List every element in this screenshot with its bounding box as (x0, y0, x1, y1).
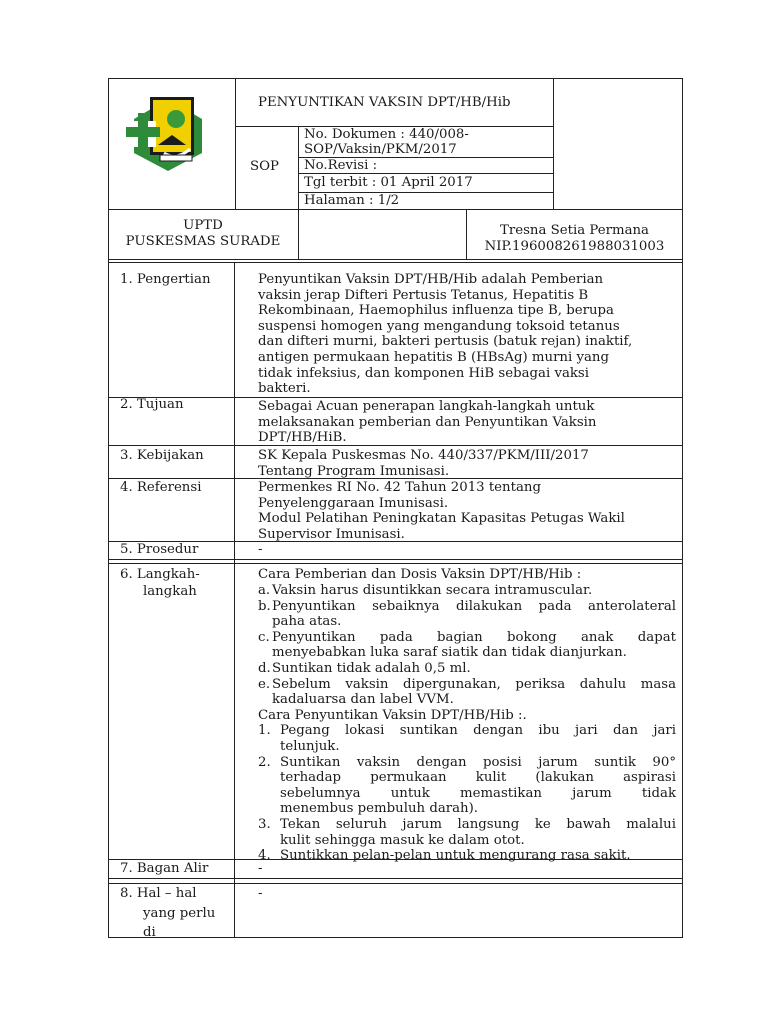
text-line: di (143, 925, 156, 941)
section-text-hal: - (258, 886, 263, 901)
section-text-pengertian (258, 272, 676, 397)
text-line: Penyuntikan Vaksin DPT/HB/Hib adalah Pemberian (258, 272, 604, 287)
document-title: PENYUNTIKAN VAKSIN DPT/HB/Hib (258, 95, 511, 110)
list-item (258, 583, 676, 599)
text-line: Suntikan tidak adalah 0,5 ml. (272, 660, 471, 676)
divider (108, 262, 683, 263)
text-line: Rekombinaan, Haemophilus influenza tipe B, berupa (258, 303, 614, 319)
list-marker: a. (258, 583, 271, 598)
divider (108, 878, 683, 879)
section-label-langkah: 6. Langkah- (120, 567, 200, 582)
section-label-prosedur: 5. Prosedur (120, 542, 199, 557)
section-label-tujuan: 2. Tujuan (120, 397, 184, 412)
procedure-intro: Cara Pemberian dan Dosis Vaksin DPT/HB/Hib : (258, 567, 582, 582)
text-line: menembus pembuluh darah). (280, 801, 479, 817)
text-line: Supervisor Imunisasi. (258, 526, 405, 542)
section-label-hal (120, 886, 232, 941)
text-line: paha atas. (272, 614, 342, 630)
divider (108, 563, 683, 564)
list-item (258, 723, 676, 754)
list-marker: e. (258, 676, 271, 692)
list-marker: c. (258, 629, 270, 645)
text-line: DPT/HB/HiB. (258, 430, 347, 446)
procedure-alpha-list (258, 583, 676, 864)
text-line: Modul Pelatihan Peningkatan Kapasitas Petugas Wakil (258, 511, 625, 527)
doc-number-line1: No. Dokumen : 440/008- (304, 127, 469, 142)
text-line: Penyuntikan pada bagian bokong anak dapat (272, 629, 676, 645)
list-marker: b. (258, 598, 271, 614)
doc-number-line2: SOP/Vaksin/PKM/2017 (304, 142, 457, 157)
list-marker: 4. (258, 848, 271, 864)
text-line: Penyuntikan sebaiknya dilakukan pada anterolateral (272, 598, 676, 614)
section-text-referensi (258, 480, 676, 542)
page-count: Halaman : 1/2 (304, 193, 400, 208)
section-label-bagan: 7. Bagan Alir (120, 861, 209, 876)
text-line: dan difteri murni, bakteri pertusis (batuk rejan) inaktif, (258, 334, 633, 350)
sop-label: SOP (250, 159, 279, 174)
list-item (258, 677, 676, 708)
section-text-tujuan (258, 399, 676, 446)
revision-number: No.Revisi : (304, 158, 378, 173)
text-line: Sebagai Acuan penerapan langkah-langkah untuk (258, 399, 595, 414)
text-line: Pegang lokasi suntikan dengan ibu jari dan jari (280, 723, 676, 739)
uptd-label: UPTD (183, 218, 223, 233)
text-line: 8. Hal – hal (120, 886, 197, 901)
section-label-referensi: 4. Referensi (120, 480, 202, 495)
text-line: melaksanakan pemberian dan Penyuntikan Vaksin (258, 414, 597, 430)
text-line: menyebabkan luka saraf siatik dan tidak dianjurkan. (272, 645, 627, 661)
text-line: antigen permukaan hepatitis B (HBsAg) murni yang (258, 349, 609, 365)
text-line: Vaksin harus disuntikkan secara intramuscular. (272, 583, 593, 598)
text-line: Tekan seluruh jarum langsung ke bawah malalui (280, 816, 676, 832)
divider (108, 883, 683, 884)
signer-nip: NIP.196008261988031003 (484, 239, 665, 254)
list-item (258, 599, 676, 630)
list-item (258, 755, 676, 817)
section-label-pengertian: 1. Pengertian (120, 272, 211, 287)
text-line: yang perlu (143, 905, 216, 921)
divider (108, 259, 683, 260)
issue-date: Tgl terbit : 01 April 2017 (304, 175, 473, 190)
text-line: kulit sehingga masuk ke dalam otot. (280, 832, 525, 848)
text-line: Penyelenggaraan Imunisasi. (258, 495, 449, 511)
text-line: suspensi homogen yang mengandung toksoid tetanus (258, 318, 620, 334)
list-marker: 1. (258, 723, 271, 739)
list-item (258, 817, 676, 848)
signer-name: Tresna Setia Permana (500, 223, 649, 238)
text-line: telunjuk. (280, 738, 340, 754)
divider (234, 262, 235, 938)
divider (235, 78, 236, 209)
list-marker: d. (258, 660, 271, 676)
text-line: kadaluarsa dan label VVM. (272, 692, 454, 708)
text-line: tidak infeksius, dan komponen HiB sebagai vaksi (258, 365, 590, 381)
text-line: SK Kepala Puskesmas No. 440/337/PKM/III/2017 (258, 448, 589, 463)
list-marker: 3. (258, 816, 271, 832)
list-marker: 2. (258, 754, 271, 770)
list-item (258, 630, 676, 661)
divider (108, 397, 683, 398)
procedure-intro-2: Cara Penyuntikan Vaksin DPT/HB/Hib :. (258, 707, 527, 723)
section-label-langkah-cont: langkah (143, 584, 197, 599)
text-line: Sebelum vaksin dipergunakan, periksa dahulu masa (272, 676, 676, 692)
puskesmas-name: PUSKESMAS SURADE (125, 234, 281, 249)
text-line: Permenkes RI No. 42 Tahun 2013 tentang (258, 480, 541, 495)
divider (553, 78, 554, 209)
text-line: terhadap permukaan kulit (lakukan aspirasi (280, 770, 676, 786)
text-line: Suntikkan pelan-pelan untuk mengurang rasa sakit. (280, 848, 631, 864)
divider (108, 559, 683, 560)
text-line: Suntikan vaksin dengan posisi jarum suntik 90° (280, 754, 676, 770)
section-label-kebijakan: 3. Kebijakan (120, 448, 204, 463)
puskesmas-logo (124, 95, 212, 173)
divider (108, 209, 683, 210)
text-line: sebelumnya untuk memastikan jarum tidak (280, 785, 676, 801)
section-text-bagan: - (258, 861, 263, 876)
text-line: bakteri. (258, 381, 311, 397)
section-text-prosedur: - (258, 542, 263, 557)
text-line: Tentang Program Imunisasi. (258, 463, 450, 479)
text-line: vaksin jerap Difteri Pertusis Tetanus, Hepatitis B (258, 287, 589, 303)
list-item (258, 848, 676, 864)
section-text-kebijakan (258, 448, 676, 479)
list-item (258, 661, 676, 677)
